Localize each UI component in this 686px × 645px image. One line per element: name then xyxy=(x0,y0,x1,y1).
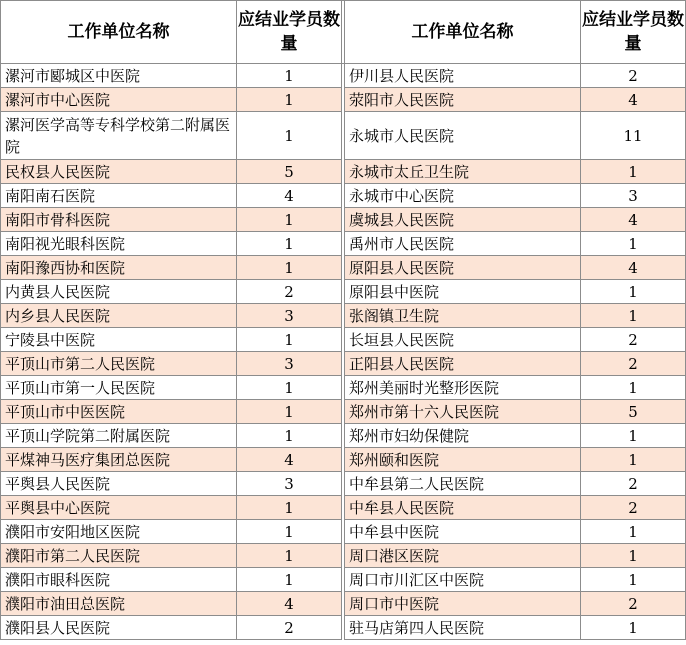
left-count-cell: 1 xyxy=(237,400,342,424)
left-count-cell: 5 xyxy=(237,160,342,184)
table-row xyxy=(1,424,686,448)
table-row xyxy=(1,376,686,400)
left-count-cell: 1 xyxy=(237,64,342,88)
right-count-cell: 2 xyxy=(581,592,686,616)
left-count-cell: 3 xyxy=(237,304,342,328)
right-unit-name-cell: 中牟县第二人民医院 xyxy=(345,472,581,496)
right-unit-name-cell: 周口港区医院 xyxy=(345,544,581,568)
right-count-cell: 11 xyxy=(581,112,686,160)
left-count-cell: 1 xyxy=(237,424,342,448)
right-unit-name-cell: 虞城县人民医院 xyxy=(345,208,581,232)
left-count-cell: 1 xyxy=(237,496,342,520)
left-unit-name-cell: 南阳市骨科医院 xyxy=(1,208,237,232)
right-count-cell: 1 xyxy=(581,304,686,328)
left-unit-name-cell: 平煤神马医疗集团总医院 xyxy=(1,448,237,472)
left-unit-name-cell: 平顶山市第二人民医院 xyxy=(1,352,237,376)
table-row xyxy=(1,304,686,328)
right-count-cell: 1 xyxy=(581,376,686,400)
left-unit-name-cell: 南阳豫西协和医院 xyxy=(1,256,237,280)
right-count-cell: 2 xyxy=(581,352,686,376)
left-count-cell: 1 xyxy=(237,208,342,232)
right-count-cell: 1 xyxy=(581,520,686,544)
right-count-cell: 1 xyxy=(581,568,686,592)
right-count-cell: 1 xyxy=(581,160,686,184)
right-count-cell: 1 xyxy=(581,448,686,472)
right-count-cell: 2 xyxy=(581,64,686,88)
right-count-cell: 4 xyxy=(581,88,686,112)
left-unit-name-cell: 内乡县人民医院 xyxy=(1,304,237,328)
table-row xyxy=(1,280,686,304)
right-unit-name-cell: 禹州市人民医院 xyxy=(345,232,581,256)
left-count-cell: 1 xyxy=(237,88,342,112)
right-unit-name-cell: 郑州颐和医院 xyxy=(345,448,581,472)
right-unit-name-cell: 周口市川汇区中医院 xyxy=(345,568,581,592)
right-count-cell: 3 xyxy=(581,184,686,208)
right-count-cell: 2 xyxy=(581,328,686,352)
right-unit-name-cell: 荥阳市人民医院 xyxy=(345,88,581,112)
right-unit-name-cell: 周口市中医院 xyxy=(345,592,581,616)
table-row xyxy=(1,496,686,520)
right-count-cell: 1 xyxy=(581,616,686,640)
table-row xyxy=(1,616,686,640)
left-unit-name-cell: 漯河医学高等专科学校第二附属医院 xyxy=(1,112,237,160)
right-unit-name-cell: 驻马店第四人民医院 xyxy=(345,616,581,640)
left-unit-name-cell: 濮阳县人民医院 xyxy=(1,616,237,640)
left-count-header: 应结业学员数量 xyxy=(237,1,342,64)
right-count-cell: 4 xyxy=(581,208,686,232)
table-row xyxy=(1,64,686,88)
left-unit-name-cell: 漯河市郾城区中医院 xyxy=(1,64,237,88)
right-unit-name-cell: 永城市人民医院 xyxy=(345,112,581,160)
table-row xyxy=(1,472,686,496)
right-unit-name-cell: 张阁镇卫生院 xyxy=(345,304,581,328)
left-count-cell: 1 xyxy=(237,376,342,400)
right-unit-name-cell: 原阳县人民医院 xyxy=(345,256,581,280)
table-row xyxy=(1,328,686,352)
table-row xyxy=(1,352,686,376)
left-unit-name-cell: 漯河市中心医院 xyxy=(1,88,237,112)
left-count-cell: 1 xyxy=(237,112,342,160)
right-unit-name-cell: 郑州美丽时光整形医院 xyxy=(345,376,581,400)
left-unit-name-cell: 宁陵县中医院 xyxy=(1,328,237,352)
right-count-cell: 1 xyxy=(581,544,686,568)
right-unit-name-cell: 正阳县人民医院 xyxy=(345,352,581,376)
right-unit-name-cell: 永城市中心医院 xyxy=(345,184,581,208)
left-count-cell: 4 xyxy=(237,592,342,616)
right-unit-name-cell: 伊川县人民医院 xyxy=(345,64,581,88)
right-count-header: 应结业学员数量 xyxy=(581,1,686,64)
left-unit-name-cell: 濮阳市眼科医院 xyxy=(1,568,237,592)
table-row xyxy=(1,520,686,544)
right-unit-name-cell: 长垣县人民医院 xyxy=(345,328,581,352)
left-unit-name-cell: 内黄县人民医院 xyxy=(1,280,237,304)
left-count-cell: 1 xyxy=(237,232,342,256)
left-count-cell: 1 xyxy=(237,544,342,568)
left-count-cell: 3 xyxy=(237,352,342,376)
table-row xyxy=(1,232,686,256)
table-row xyxy=(1,400,686,424)
left-unit-name-cell: 平舆县人民医院 xyxy=(1,472,237,496)
header-row xyxy=(1,1,686,64)
left-name-header: 工作单位名称 xyxy=(1,1,237,64)
table-body xyxy=(1,64,686,640)
left-count-cell: 2 xyxy=(237,280,342,304)
right-count-cell: 1 xyxy=(581,424,686,448)
table-row xyxy=(1,592,686,616)
table-row xyxy=(1,448,686,472)
right-count-cell: 1 xyxy=(581,280,686,304)
right-unit-name-cell: 永城市太丘卫生院 xyxy=(345,160,581,184)
left-unit-name-cell: 平舆县中心医院 xyxy=(1,496,237,520)
left-unit-name-cell: 平顶山市第一人民医院 xyxy=(1,376,237,400)
right-unit-name-cell: 郑州市妇幼保健院 xyxy=(345,424,581,448)
table-row xyxy=(1,256,686,280)
right-name-header: 工作单位名称 xyxy=(345,1,581,64)
right-count-cell: 1 xyxy=(581,232,686,256)
left-count-cell: 4 xyxy=(237,184,342,208)
right-count-cell: 4 xyxy=(581,256,686,280)
left-count-cell: 1 xyxy=(237,520,342,544)
left-count-cell: 1 xyxy=(237,568,342,592)
left-count-cell: 4 xyxy=(237,448,342,472)
table-row xyxy=(1,112,686,160)
left-count-cell: 1 xyxy=(237,328,342,352)
right-unit-name-cell: 中牟县中医院 xyxy=(345,520,581,544)
right-unit-name-cell: 原阳县中医院 xyxy=(345,280,581,304)
table-row xyxy=(1,160,686,184)
right-unit-name-cell: 郑州市第十六人民医院 xyxy=(345,400,581,424)
left-count-cell: 1 xyxy=(237,256,342,280)
table-row xyxy=(1,544,686,568)
table-row xyxy=(1,568,686,592)
table-row xyxy=(1,184,686,208)
left-unit-name-cell: 濮阳市油田总医院 xyxy=(1,592,237,616)
right-count-cell: 5 xyxy=(581,400,686,424)
left-unit-name-cell: 南阳南石医院 xyxy=(1,184,237,208)
left-unit-name-cell: 南阳视光眼科医院 xyxy=(1,232,237,256)
table-row xyxy=(1,208,686,232)
left-count-cell: 2 xyxy=(237,616,342,640)
right-count-cell: 2 xyxy=(581,472,686,496)
table-row xyxy=(1,88,686,112)
left-unit-name-cell: 民权县人民医院 xyxy=(1,160,237,184)
left-count-cell: 3 xyxy=(237,472,342,496)
right-unit-name-cell: 中牟县人民医院 xyxy=(345,496,581,520)
left-unit-name-cell: 平顶山学院第二附属医院 xyxy=(1,424,237,448)
left-unit-name-cell: 濮阳市第二人民医院 xyxy=(1,544,237,568)
right-count-cell: 2 xyxy=(581,496,686,520)
left-unit-name-cell: 平顶山市中医医院 xyxy=(1,400,237,424)
left-unit-name-cell: 濮阳市安阳地区医院 xyxy=(1,520,237,544)
